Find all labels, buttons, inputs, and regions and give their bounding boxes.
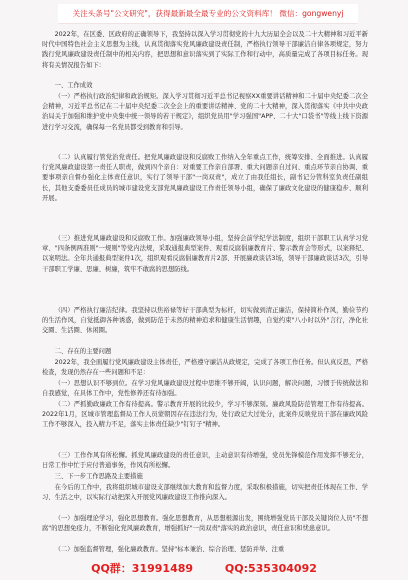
body-paragraph: （四）严格执行廉洁纪律。我坚持以焦裕禄等好干部典型为标杆，切实做到清正廉洁，保持简朴作风，勤俭节约的生活作风，自觉抵御各种诱惑，做到防范于未然的精神追求和健康生活情趣，自觉约束"八小时以外"言行，净化社交圈、生活圈、休闲圈。 [42, 307, 368, 335]
body-paragraph: （一）加强理论学习，强化思想教育。强化思想教育，从思想根源出发，围绕增强党员干部及关键岗位人员"不想腐"的思想免疫力，不断强化党风廉政教育，增强抓好"一岗双责"落实的政治意识，责任意识和忧患意识。 [42, 515, 368, 533]
body-paragraph: 2022年，我全面履行党风廉政建设主体责任，严格遵守廉洁从政规定，完成了各项工作任务。但认真反思，严格检查，发现仍然存在一些问题和不足： [42, 359, 368, 377]
intro-paragraph: 2022年，在区委、区政府的正确领导下，我坚持以深入学习贯彻党的十九大历届全会以及二十大精神和习近平新时代中国特色社会主义思想为主线，认真贯彻落实党风廉政建设责任制，严格执行领导干部廉洁自律各项规定，努力践行党风廉政建设责任制中的相关内容，把思想和意识落实到了实际工作和行动中，高质量完成了各项目标任务。现将有关情况报告如下： [42, 31, 368, 69]
body-paragraph: （二）严抓勤政廉政工作有待提高。警示教育开展的比较少，学习不够深刻。廉政风险防范管理工作有待提高。2022年1月，区城市管理监督局工作人员蒙朝因存在违法行为，处行政记大过处分，此案件反映党员干部在廉政风险工作不够深入，投入精力不足，落实主体责任缺少"钉钉子"精神。 [42, 401, 368, 429]
section-heading: 一、工作成效 [54, 82, 93, 89]
body-paragraph: （二）认真履行管党治党责任。把党风廉政建设和反腐败工作纳入全年重点工作，统筹安排、全面推进。认真履行党风廉政建设第一责任人职责，做到四个亲自：对重要工作亲自部署、重大问题亲自过问、重点环节亲自协调、重要事项亲自督办强化主体责任意识，实行了领导干部"一岗双责"，成立了由我任组长，副书记分管科室负责任副组长，其他支委委员任成员的城市建设党支部党风廉政建设工作责任领导小组，确保了廉政文化建设的健康稳步、顺利开展。 [42, 154, 368, 202]
contact-footer [0, 560, 408, 578]
section-heading: 二、存在的主要问题 [54, 348, 112, 355]
document-page [0, 26, 408, 562]
body-paragraph: （二）加强监督管理，强化廉政教育。坚持"标本兼治、综合治理、惩防并举、注重 [54, 546, 285, 553]
section-heading: 三、下一步工作思路及主要措施 [54, 473, 143, 480]
body-paragraph: （一）严格执行政治纪律和政治规矩。深入学习贯彻习近平总书记视察XX重要讲话精神和二十届中央纪委二次全会精神，习近平总书记在二十届中央纪委二次全会上的重要讲话精神、党的二十大精神，深入贯彻落实《中共中央政治局关于加强和维护党中央集中统一领导的若干规定》，组织党员用"学习强国"APP、二十大"口袋书"等线上线下资源进行学习交流，确保每一名党员都受到教育和引导。 [42, 93, 368, 131]
qq-number-text: QQ:535304092 [224, 562, 317, 575]
body-paragraph: 在今后的工作中，我将组织城市建设支部继续加大教育和监督力度，采取积极措施，切实把责任体现在工作、学习、生活之中，以实际行动把深入开展党风廉政建设工作推向深入。 [42, 484, 368, 502]
body-paragraph: （一）思想认识不够到位。在学习党风廉政建设过程中思维不够开阔，认识问题，解决问题，习惯于传统做法和自我感觉，在具体工作中，党性修养还有待加强。 [42, 380, 368, 398]
promo-banner[interactable]: 关注头条号"公文研究"，获得最新最全最专业的公文资料库！ 微信：gongwenyj [58, 4, 358, 24]
qq-group-text: QQ群：31991489 [91, 562, 194, 575]
body-paragraph: （三）推进党风廉政建设和反腐败工作。加强廉政领导小组，坚持会前学纪学法制度，组织干部职工认真学习党章、"四条例两准则"一规则"等党内法规，采取通报典型案件、观看反腐倡廉教育片、警示教育会等形式，以案释纪、以案明法。全年共通报典型案件1次，组织观看反腐倡廉教育片2部、开展廉政谈话3场，领导干部廉政谈话3次，引导干部职工学廉、思廉、树廉，筑牢不敢腐的思想防线。 [42, 235, 368, 273]
body-paragraph: （三）工作作风有所松懈。抓党风廉政建设的责任意识，主动意识有待增强，党员先锋模范作用发挥不够充分，日常工作中忙于应付普通事务，作风有所松懈。 [42, 452, 368, 470]
